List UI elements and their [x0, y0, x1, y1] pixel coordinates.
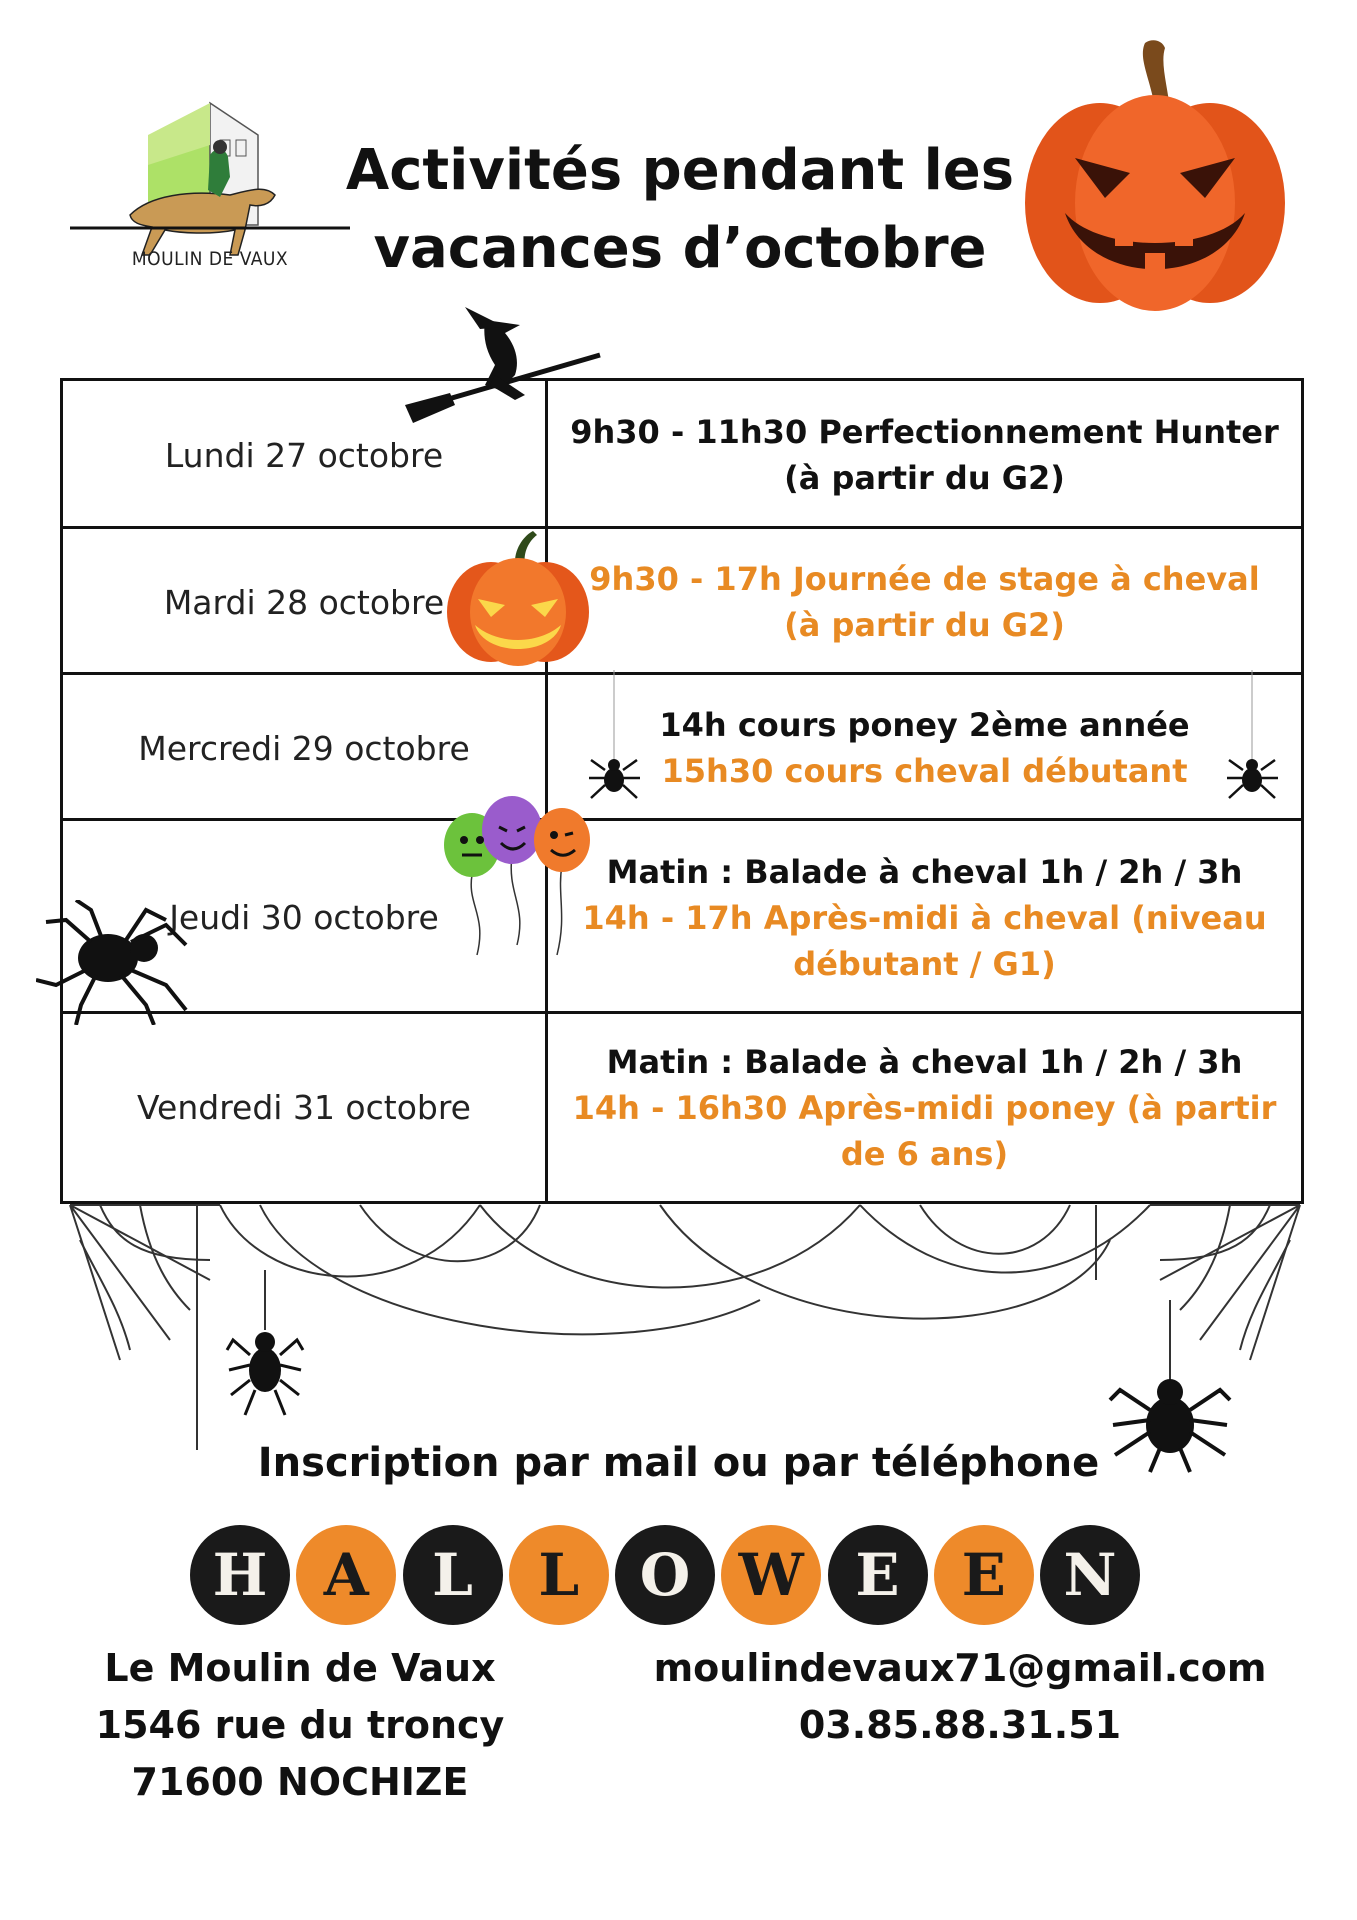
- halloween-letter: L: [403, 1525, 503, 1625]
- spider-icon: [1225, 670, 1280, 810]
- table-row: [63, 818, 1301, 1014]
- activity-line: 14h cours poney 2ème année: [659, 706, 1190, 744]
- witch-on-broom-icon: [405, 305, 605, 430]
- activity-line: Matin : Balade à cheval 1h / 2h / 3h: [606, 1042, 1243, 1081]
- day-cell: Mardi 28 octobre: [63, 529, 548, 675]
- activity-line: 14h - 17h Après-midi à cheval (niveau débutant / G1): [582, 898, 1267, 983]
- activity-cell: [548, 381, 1301, 529]
- jack-o-lantern-icon: [443, 527, 593, 667]
- activity-line: 9h30 - 17h Journée de stage à cheval (à partir du G2): [589, 560, 1260, 644]
- jack-o-lantern-icon: [1020, 38, 1290, 318]
- address-block: [70, 1640, 530, 1811]
- halloween-letter: O: [615, 1525, 715, 1625]
- day-cell: Lundi 27 octobre: [63, 381, 548, 529]
- spider-icon: [36, 900, 196, 1025]
- spider-icon: [225, 1270, 305, 1420]
- activity-cell: [548, 1014, 1301, 1201]
- activity-cell: [548, 675, 1301, 821]
- title-line-1: Activités pendant les: [345, 138, 1015, 203]
- activity-line: Matin : Balade à cheval 1h / 2h / 3h: [606, 852, 1243, 891]
- activity-line: 15h30 cours cheval débutant: [661, 752, 1188, 790]
- contact-email[interactable]: moulindevaux71@gmail.com: [653, 1646, 1267, 1690]
- day-cell: Jeudi 30 octobre: [63, 821, 548, 1014]
- activity-line: 9h30 - 11h30 Perfectionnement Hunter (à partir du G2): [570, 413, 1279, 497]
- address-city: 71600 NOCHIZE: [131, 1760, 469, 1804]
- halloween-banner: [190, 1510, 1140, 1640]
- activity-cell: [548, 821, 1301, 1014]
- halloween-letter: A: [296, 1525, 396, 1625]
- logo-text: MOULIN DE VAUX: [131, 248, 289, 270]
- address-street: 1546 rue du troncy: [95, 1703, 505, 1747]
- contact-phone[interactable]: 03.85.88.31.51: [798, 1703, 1122, 1747]
- inscription-text: Inscription par mail ou par téléphone: [257, 1440, 1100, 1486]
- table-row: [63, 526, 1301, 675]
- activity-cell: [548, 529, 1301, 675]
- table-row: [63, 1011, 1301, 1201]
- halloween-letter: W: [721, 1525, 821, 1625]
- table-row: [63, 672, 1301, 821]
- contact-block: [650, 1640, 1270, 1754]
- day-cell: Mercredi 29 octobre: [63, 675, 548, 821]
- day-cell: Vendredi 31 octobre: [63, 1014, 548, 1201]
- activity-line: 14h - 16h30 Après-midi poney (à partir de 6 ans): [572, 1088, 1277, 1173]
- halloween-letter: E: [828, 1525, 928, 1625]
- title-line-2: vacances d’octobre: [373, 216, 987, 281]
- spider-icon: [587, 670, 642, 810]
- table-row: [63, 381, 1301, 529]
- halloween-letter: H: [190, 1525, 290, 1625]
- halloween-letter: N: [1040, 1525, 1140, 1625]
- halloween-letter: L: [509, 1525, 609, 1625]
- monster-balloons-icon: [437, 795, 602, 965]
- address-name: Le Moulin de Vaux: [104, 1646, 496, 1690]
- schedule-table: [60, 378, 1304, 1204]
- halloween-letter: E: [934, 1525, 1034, 1625]
- page-title: [340, 132, 1020, 288]
